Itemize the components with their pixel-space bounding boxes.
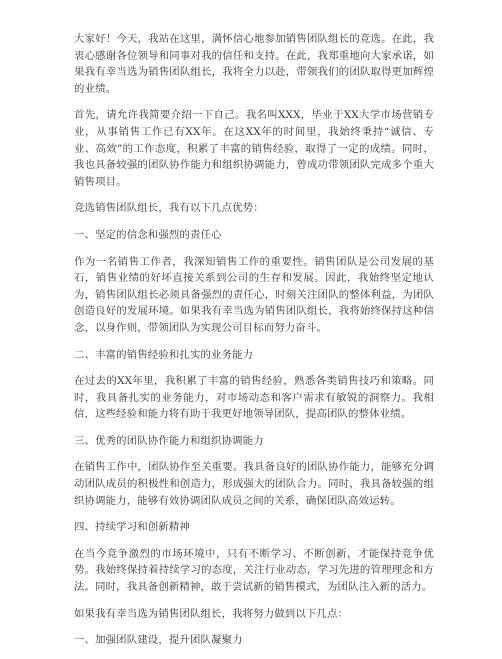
section-paragraph-4: 在当今竞争激烈的市场环境中，只有不断学习、不断创新，才能保持竞争优势。我始终保持着持续学习的态度，关注行业动态，学习先进的管理理念和方法。同时，我具备创新精神，敢于尝试新的销售模式，为团队注入新的活力。 [74,547,434,594]
commitments-intro: 如果我有幸当选为销售团队组长，我将努力做到以下几点： [74,607,349,620]
section-paragraph-2: 在过去的XX年里，我积累了丰富的销售经验，熟悉各类销售技巧和策略。同时，我具备扎实的业务能力，对市场动态和客户需求有敏锐的洞察力。我相信，这些经验和能力将有助于我更好地领导团队，提高团队的整体业绩。 [74,375,434,421]
section-heading-1: 一、坚定的信念和强烈的责任心 [74,228,222,241]
section-paragraph-1: 作为一名销售工作者，我深知销售工作的重要性。销售团队是公司发展的基石，销售业绩的好坏直接关系到公司的生存和发展。因此，我始终坚定地认为，销售团队组长必须具备强烈的责任心，时刻关注团队的整体利益，为团队创造良好的发展环境。如果我有幸当选为销售团队组长，我将始终保持这种信念，以身作则，带领团队为实现公司目标而努力奋斗。 [74,255,434,334]
advantages-intro: 竞选销售团队组长，我有以下几点优势： [74,202,264,215]
commitment-heading-1: 一、加强团队建设，提升团队凝聚力 [74,634,243,647]
intro-paragraph: 大家好！今天，我站在这里，满怀信心地参加销售团队组长的竞选。在此，我衷心感谢各位领导和同事对我的信任和支持。在此，我郑重地向大家承诺，如果我有幸当选为销售团队组长，我将全力以赴，带领我们的团队取得更加辉煌的业绩。 [74,33,434,95]
section-paragraph-3: 在销售工作中，团队协作至关重要。我具备良好的团队协作能力，能够充分调动团队成员的积极性和创造力，形成强大的团队合力。同时，我具备较强的组织协调能力，能够有效协调团队成员之间的关系，确保团队高效运转。 [74,461,434,507]
document-body [74,31,434,659]
self-introduction-paragraph: 首先，请允许我简要介绍一下自己。我名叫XXX，毕业于XX大学市场营销专业，从事销售工作已有XX年。在这XX年的时间里，我始终秉持“诚信、专业、高效”的工作态度，积累了丰富的销售经验，取得了一定的成绩。同时，我也具备较强的团队协作能力和组织协调能力，曾成功带领团队完成多个重大销售项目。 [74,109,434,188]
section-heading-4: 四、持续学习和创新精神 [74,521,190,534]
section-heading-3: 三、优秀的团队协作能力和组织协调能力 [74,434,264,447]
section-heading-2: 二、丰富的销售经验和扎实的业务能力 [74,348,254,361]
